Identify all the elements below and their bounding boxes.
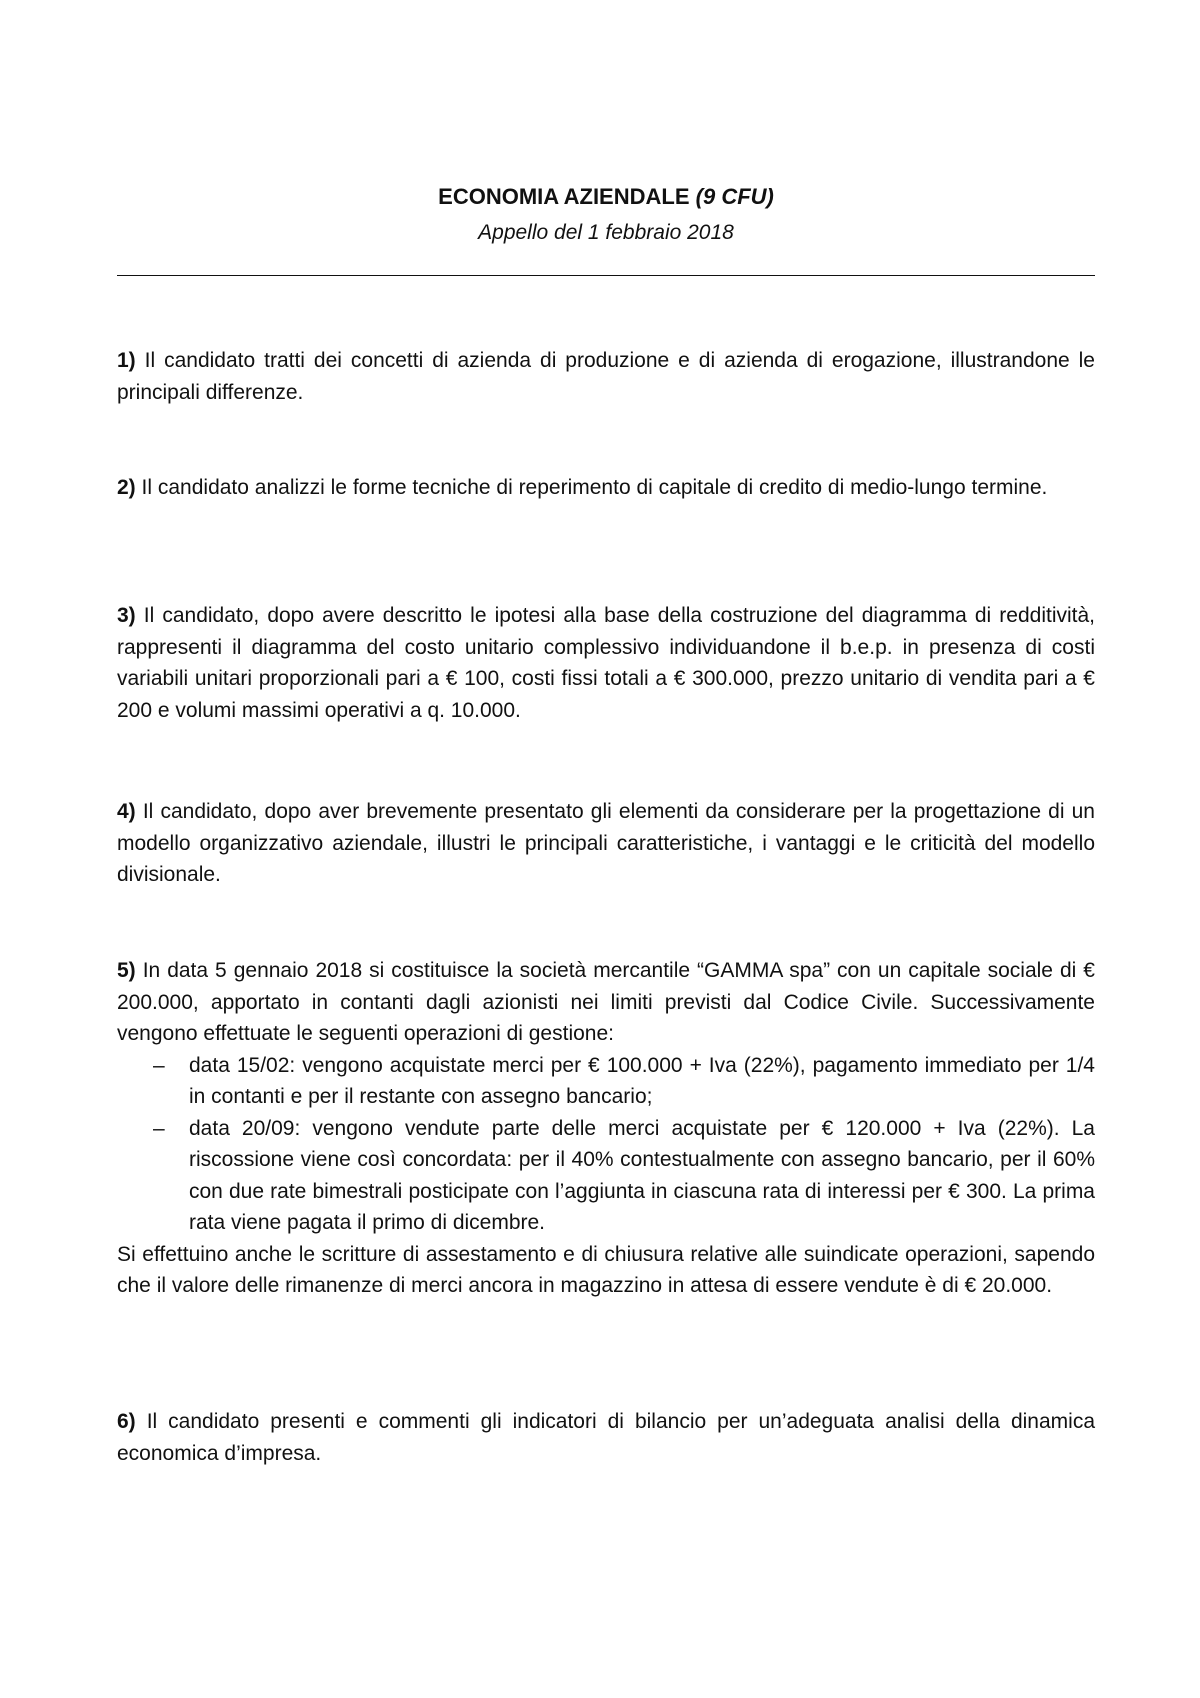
question-text: Il candidato, dopo avere descritto le ipotesi alla base della costruzione del diagramma di redditività, rappresenti il diagramma del costo unitario complessivo individuandone il b.e.p. in presenza di costi variabili unitari proporzionali pari a € 100, costi fissi totali a € 300.000, prezzo unitario di vendita pari a € 200 e volumi massimi operativi a q. 10.000. [117,604,1095,722]
header-divider [117,275,1095,276]
question-number: 4) [117,800,136,823]
question-number: 6) [117,1410,136,1433]
question-number: 3) [117,604,136,627]
title-main: ECONOMIA AZIENDALE [438,184,690,209]
header [117,182,1095,248]
operations-list [117,1050,1095,1239]
list-item [117,1113,1095,1239]
question-text: Il candidato tratti dei concetti di azienda di produzione e di azienda di erogazione, illustrandone le principali differenze. [117,349,1095,404]
question-3 [117,600,1095,726]
dash-bullet: – [153,1053,165,1077]
question-text: In data 5 gennaio 2018 si costituisce la società mercantile “GAMMA spa” con un capitale sociale di € 200.000, apportato in contanti dagli azionisti nei limiti previsti dal Codice Civile. Successivamente vengono effettuate le seguenti operazioni di gestione: [117,959,1095,1045]
question-text: Il candidato presenti e commenti gli indicatori di bilancio per un’adeguata analisi della dinamica economica d’impresa. [117,1410,1096,1465]
question-1 [117,345,1095,408]
question-number: 5) [117,959,136,982]
question-2 [117,472,1095,504]
question-outro: Si effettuino anche le scritture di assestamento e di chiusura relative alle suindicate operazioni, sapendo che il valore delle rimanenze di merci ancora in magazzino in attesa di essere vendute è di € 20.000. [117,1242,1095,1297]
question-6 [117,1406,1095,1469]
question-number: 1) [117,349,136,372]
page-subtitle: Appello del 1 febbraio 2018 [478,221,734,244]
question-number: 2) [117,476,136,499]
list-item [117,1050,1095,1113]
title-cfu: (9 CFU) [695,184,774,209]
question-5 [117,955,1095,1302]
question-text: Il candidato, dopo aver brevemente presentato gli elementi da considerare per la progettazione di un modello organizzativo aziendale, illustri le principali caratteristiche, i vantaggi e le criticità del modello divisionale. [117,800,1095,886]
list-item-text: data 20/09: vengono vendute parte delle merci acquistate per € 120.000 + Iva (22%). La riscossione viene così concordata: per il 40% contestualmente con assegno bancario, per il 60% con due rate bimestrali posticipate con l’aggiunta in ciascuna rata di interessi per € 300. La prima rata viene pagata il primo di dicembre. [189,1116,1095,1234]
question-intro [117,955,1095,1050]
dash-bullet: – [153,1116,165,1140]
question-4 [117,796,1095,891]
question-text: Il candidato analizzi le forme tecniche di reperimento di capitale di credito di medio-lungo termine. [141,476,1048,499]
list-item-text: data 15/02: vengono acquistate merci per € 100.000 + Iva (22%), pagamento immediato per 1/4 in contanti e per il restante con assegno bancario; [189,1053,1095,1108]
page-title [117,182,1095,212]
